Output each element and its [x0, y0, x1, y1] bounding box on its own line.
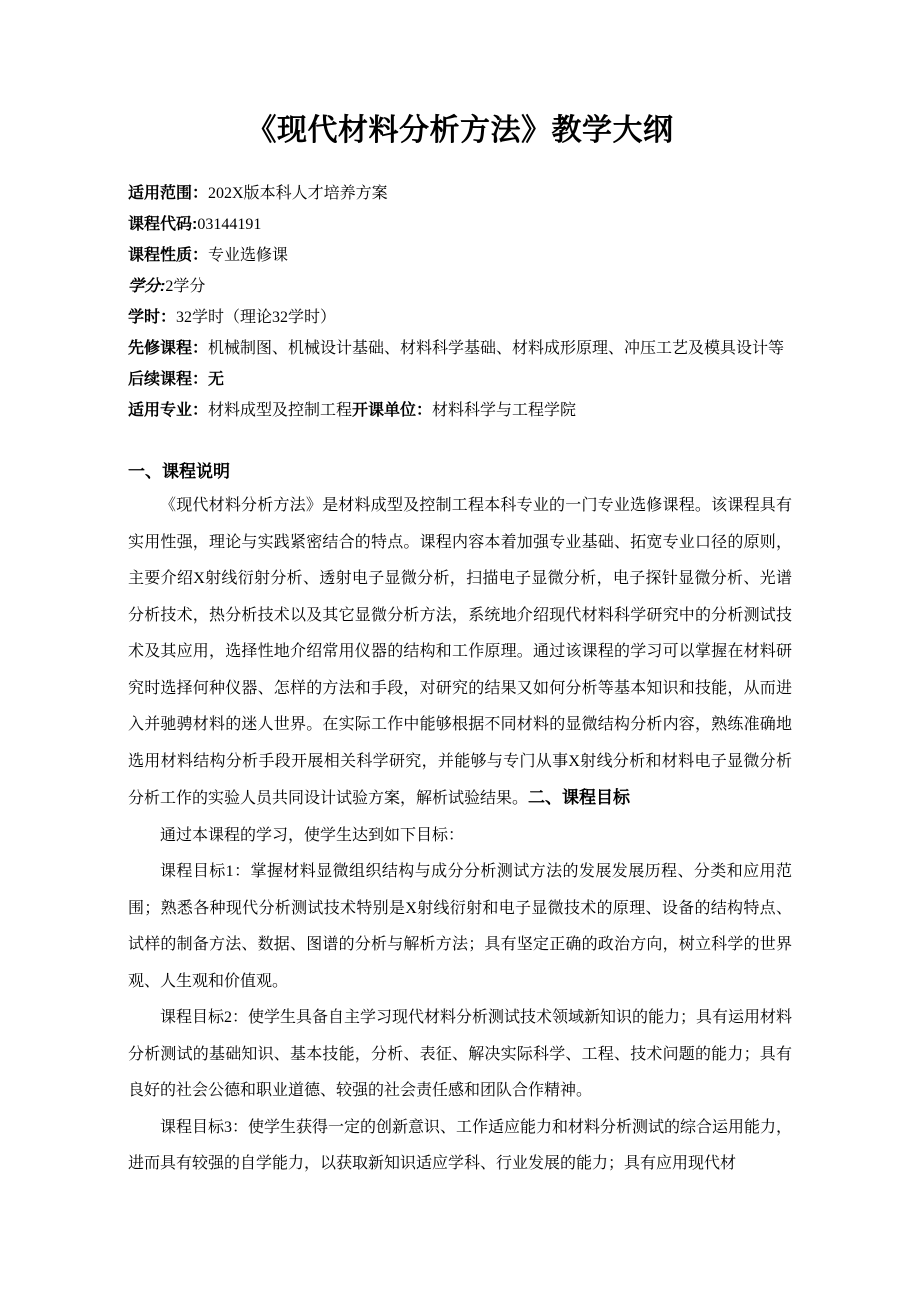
meta-label-credits: 学分:	[128, 278, 166, 295]
meta-value-follow-up-courses: 无	[208, 371, 225, 388]
meta-label-offering-department: 开课单位：	[352, 402, 433, 419]
paragraph-course-description-text: 《现代材料分析方法》是材料成型及控制工程本科专业的一门专业选修课程。该课程具有实用性强，理论与实践紧密结合的特点。课程内容本着加强专业基础、拓宽专业口径的原则，主要介绍X射线衍射分析、透射电子显微分析，扫描电子显微分析，电子探针显微分析、光谱分析技术，热分析技术以及其它显微分析方法，系统地介绍现代材料科学研究中的分析测试技术及其应用，选择性地介绍常用仪器的结构和工作原理。通过该课程的学习可以掌握在材料研究时选择何种仪器、怎样的方法和手段，对研究的结果又如何分析等基本知识和技能，从而进入并驰骋材料的迷人世界。在实际工作中能够根据不同材料的显微结构分析内容，熟练准确地选用材料结构分析手段开展相关科学研究，并能够与专门从事X射线分析和材料电子显微分析分析工作的实验人员共同设计试验方案，解析试验结果。	[128, 497, 792, 807]
section-heading-course-objectives: 二、课程目标	[528, 788, 631, 807]
meta-label-prerequisites: 先修课程：	[128, 340, 209, 357]
meta-row-prerequisites	[128, 333, 792, 364]
meta-value-course-code: 03144191	[197, 216, 262, 233]
meta-value-applicable-major: 材料成型及控制工程	[208, 402, 353, 419]
meta-row-applicable-major	[128, 395, 792, 426]
meta-label-course-nature: 课程性质：	[128, 247, 209, 264]
meta-label-course-code: 课程代码:	[128, 216, 198, 233]
meta-label-class-hours: 学时：	[128, 309, 177, 326]
meta-row-class-hours	[128, 302, 792, 333]
meta-value-class-hours: 32学时（理论32学时）	[176, 309, 337, 326]
meta-row-follow-up-courses	[128, 364, 792, 395]
paragraph-course-description	[128, 488, 792, 818]
meta-row-scope	[128, 178, 792, 209]
meta-value-prerequisites: 机械制图、机械设计基础、材料科学基础、材料成形原理、冲压工艺及模具设计等	[208, 340, 785, 357]
meta-row-course-nature	[128, 240, 792, 271]
page-title: 《现代材料分析方法》教学大纲	[246, 114, 674, 147]
meta-row-credits	[128, 271, 792, 302]
meta-value-credits: 2学分	[165, 278, 206, 295]
section-heading-course-description: 一、课程说明	[128, 462, 230, 481]
meta-row-course-code	[128, 209, 792, 240]
paragraph-objective-1: 课程目标1：掌握材料显微组织结构与成分分析测试方法的发展发展历程、分类和应用范围；熟悉各种现代分析测试技术特别是X射线衍射和电子显微技术的原理、设备的结构特点、试样的制备方法、数据、图谱的分析与解析方法；具有坚定正确的政治方向，树立科学的世界观、人生观和价值观。	[128, 863, 792, 990]
paragraph-objective-3: 课程目标3：使学生获得一定的创新意识、工作适应能力和材料分析测试的综合运用能力，进而具有较强的自学能力，以获取新知识适应学科、行业发展的能力；具有应用现代材	[128, 1118, 793, 1172]
course-metadata-block	[128, 178, 792, 426]
meta-label-follow-up-courses: 后续课程：	[128, 371, 209, 388]
meta-label-applicable-major: 适用专业：	[128, 402, 209, 419]
meta-label-scope: 适用范围：	[128, 185, 209, 202]
document-content	[128, 0, 792, 1183]
meta-value-scope: 202X版本科人才培养方案	[208, 185, 388, 202]
paragraph-objectives-intro: 通过本课程的学习，使学生达到如下目标：	[160, 826, 465, 844]
paragraph-objective-2: 课程目标2：使学生具备自主学习现代材料分析测试技术领域新知识的能力；具有运用材料分析测试的基础知识、基本技能，分析、表征、解决实际科学、工程、技术问题的能力；具有良好的社会公德和职业道德、较强的社会责任感和团队合作精神。	[128, 1009, 793, 1099]
meta-value-course-nature: 专业选修课	[208, 247, 289, 264]
meta-value-offering-department: 材料科学与工程学院	[432, 402, 577, 419]
